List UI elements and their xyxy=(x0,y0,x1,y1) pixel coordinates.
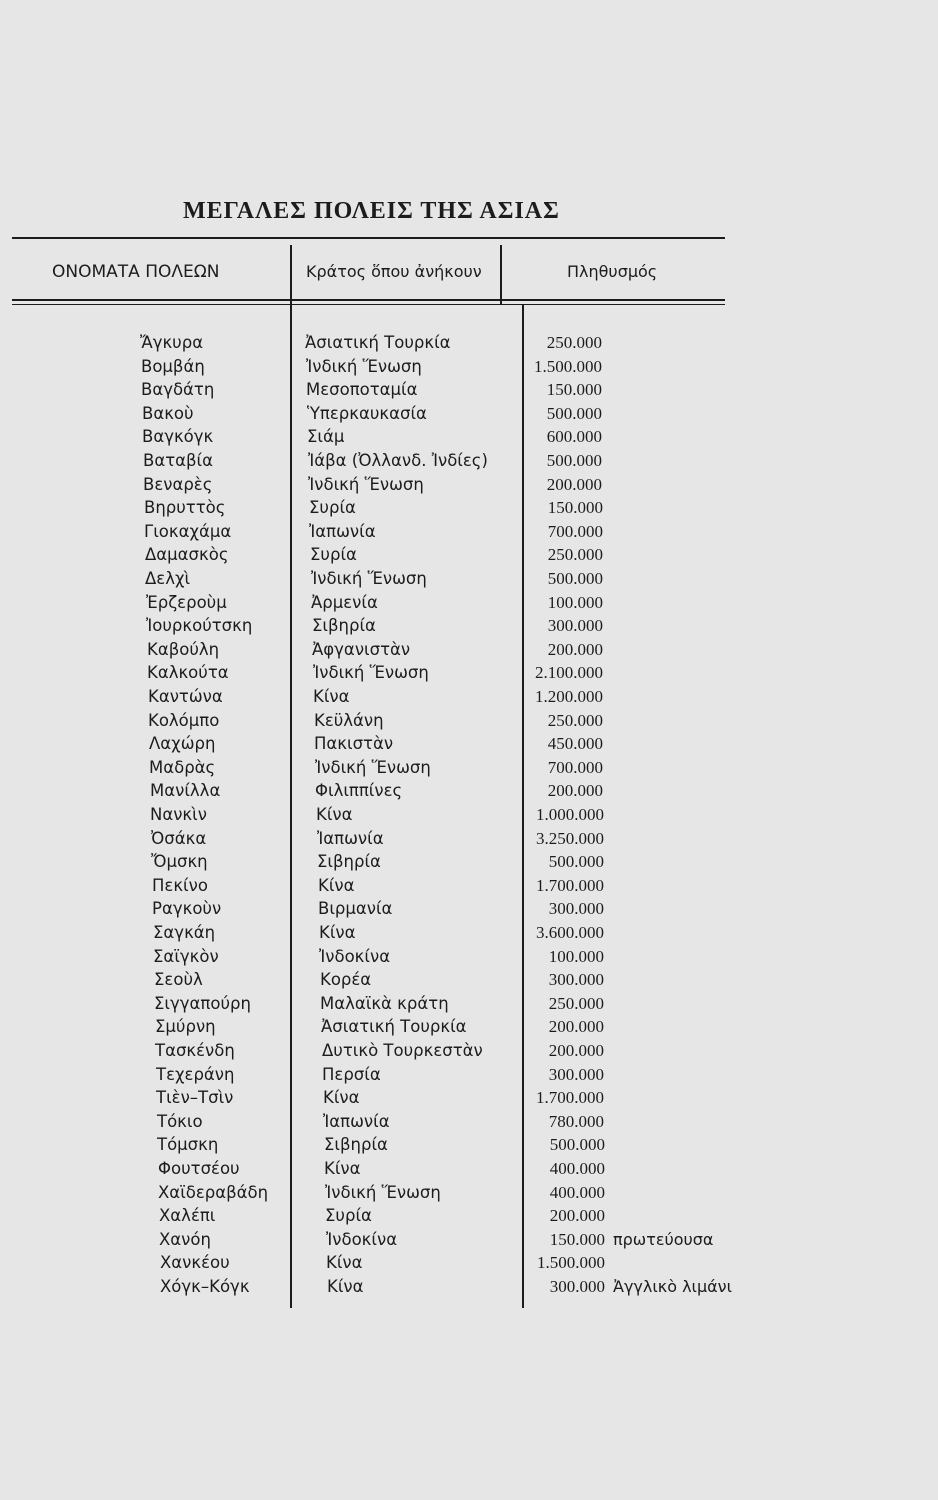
population-value: 200.000 xyxy=(546,475,602,494)
state-name: Ἀσιατική Τουρκία xyxy=(321,1017,467,1036)
city-name: Βαταβία xyxy=(143,451,213,470)
population-value: 450.000 xyxy=(547,734,603,753)
state-name: Ἀσιατική Τουρκία xyxy=(305,333,451,352)
city-name: Βεναρὲς xyxy=(143,475,213,494)
state-name: Σιβηρία xyxy=(324,1135,388,1154)
city-name: Βακοὺ xyxy=(142,404,194,423)
city-name: Τασκένδη xyxy=(155,1041,235,1060)
city-name: Γιοκαχάμα xyxy=(144,522,232,541)
city-name: Χαϊδεραβάδη xyxy=(158,1183,269,1202)
population-value: 700.000 xyxy=(547,522,603,541)
population-value: 250.000 xyxy=(547,711,603,730)
population-value: 500.000 xyxy=(546,404,602,423)
state-name: Μαλαϊκὰ κράτη xyxy=(320,994,449,1013)
city-name: Ὄμσκη xyxy=(151,852,208,871)
state-name: Κεϋλάνη xyxy=(314,711,384,730)
population-value: 250.000 xyxy=(548,994,604,1013)
state-name: Ἰνδική Ἕνωση xyxy=(308,475,424,494)
state-name: Ἰνδική Ἕνωση xyxy=(311,569,427,588)
city-name: Σιγγαπούρη xyxy=(154,994,251,1013)
population-value: 3.600.000 xyxy=(536,923,604,942)
population-value: 780.000 xyxy=(548,1112,604,1131)
population-value: 700.000 xyxy=(547,758,603,777)
state-name: Κίνα xyxy=(318,876,355,895)
population-value: 100.000 xyxy=(548,947,604,966)
population-value: 200.000 xyxy=(548,1017,604,1036)
city-name: Μανίλλα xyxy=(150,781,221,800)
population-value: 150.000 xyxy=(546,380,602,399)
city-name: Σμύρνη xyxy=(155,1017,216,1036)
header-rule-2 xyxy=(12,304,725,305)
state-name: Ἰαπωνία xyxy=(323,1112,390,1131)
population-value: 250.000 xyxy=(546,333,602,352)
city-name: Βαγκόγκ xyxy=(142,427,214,446)
population-value: 200.000 xyxy=(548,1041,604,1060)
population-value: 200.000 xyxy=(547,781,603,800)
population-value: 1.700.000 xyxy=(536,876,604,895)
state-name: Φιλιππίνες xyxy=(315,781,403,800)
state-name: Κίνα xyxy=(327,1277,364,1296)
page-title: ΜΕΓΑΛΕΣ ΠΟΛΕΙΣ ΤΗΣ ΑΣΙΑΣ xyxy=(183,198,560,224)
city-name: Πεκίνο xyxy=(152,876,208,895)
population-value: 1.500.000 xyxy=(534,357,602,376)
state-name: Συρία xyxy=(325,1206,372,1225)
city-name: Δελχὶ xyxy=(145,569,191,588)
population-value: 500.000 xyxy=(549,1135,605,1154)
city-name: Ἄγκυρα xyxy=(140,333,204,352)
city-name: Καλκούτα xyxy=(147,663,229,682)
city-name: Σεοὺλ xyxy=(154,970,203,989)
population-value: 250.000 xyxy=(547,545,603,564)
state-name: Σιβηρία xyxy=(312,616,376,635)
population-value: 300.000 xyxy=(549,1277,605,1296)
state-name: Ἰνδική Ἕνωση xyxy=(306,357,422,376)
city-name: Καβούλη xyxy=(147,640,220,659)
population-value: 300.000 xyxy=(548,970,604,989)
population-value: 1.700.000 xyxy=(536,1088,604,1107)
population-value: 2.100.000 xyxy=(535,663,603,682)
population-value: 400.000 xyxy=(549,1159,605,1178)
city-name: Βαγδάτη xyxy=(141,380,215,399)
population-value: 1.500.000 xyxy=(537,1253,605,1272)
column-divider-2 xyxy=(500,245,502,305)
city-name: Ἐρζεροὺμ xyxy=(146,593,227,612)
city-name: Ἰουρκούτσκη xyxy=(146,616,253,635)
city-name: Τεχεράνη xyxy=(156,1065,235,1084)
header-state: Κράτος ὅπου ἀνήκουν xyxy=(306,262,482,281)
city-name: Τόκιο xyxy=(157,1112,203,1131)
city-name: Χαλέπι xyxy=(159,1206,216,1225)
state-name: Συρία xyxy=(309,498,356,517)
state-name: Ἰνδική Ἕνωση xyxy=(313,663,429,682)
column-divider-1 xyxy=(290,245,292,1308)
population-value: 200.000 xyxy=(549,1206,605,1225)
state-name: Ἀφγανιστὰν xyxy=(312,640,411,659)
city-name: Λαχώρη xyxy=(149,734,216,753)
population-value: 100.000 xyxy=(547,593,603,612)
city-name: Σαγκάη xyxy=(153,923,216,942)
header-rule-1 xyxy=(12,299,725,301)
city-name: Χανόη xyxy=(159,1230,211,1249)
city-name: Φουτσέου xyxy=(158,1159,240,1178)
state-name: Ἰάβα (Ὀλλανδ. Ἰνδίες) xyxy=(308,451,488,470)
city-name: Δαμασκὸς xyxy=(145,545,229,564)
state-name: Ἰνδική Ἕνωση xyxy=(325,1183,441,1202)
state-name: Ἰνδική Ἕνωση xyxy=(315,758,431,777)
header-city: ΟΝΟΜΑΤΑ ΠΟΛΕΩΝ xyxy=(52,262,220,282)
city-name: Σαϊγκὸν xyxy=(153,947,219,966)
state-name: Κίνα xyxy=(319,923,356,942)
population-value: 600.000 xyxy=(546,427,602,446)
state-name: Σιβηρία xyxy=(317,852,381,871)
state-name: Ὑπερκαυκασία xyxy=(307,404,427,423)
top-rule xyxy=(12,237,725,239)
population-value: 300.000 xyxy=(548,899,604,918)
city-name: Νανκὶν xyxy=(150,805,207,824)
population-note: Ἀγγλικὸ λιμάνι xyxy=(613,1277,733,1296)
city-name: Μαδρὰς xyxy=(149,758,216,777)
population-note: πρωτεύουσα xyxy=(613,1230,714,1249)
city-name: Χόγκ–Κόγκ xyxy=(160,1277,250,1296)
state-name: Ἰνδοκίνα xyxy=(326,1230,398,1249)
population-value: 500.000 xyxy=(546,451,602,470)
state-name: Μεσοποταμία xyxy=(306,380,418,399)
header-population: Πληθυσμός xyxy=(567,262,658,281)
state-name: Κίνα xyxy=(326,1253,363,1272)
city-name: Κολόμπο xyxy=(148,711,220,730)
population-value: 1.200.000 xyxy=(535,687,603,706)
state-name: Κίνα xyxy=(323,1088,360,1107)
population-value: 3.250.000 xyxy=(536,829,604,848)
population-value: 300.000 xyxy=(548,1065,604,1084)
population-value: 200.000 xyxy=(547,640,603,659)
state-name: Σιάμ xyxy=(307,427,345,446)
population-value: 150.000 xyxy=(549,1230,605,1249)
state-name: Δυτικὸ Τουρκεστὰν xyxy=(322,1041,483,1060)
city-name: Χανκέου xyxy=(160,1253,230,1272)
city-name: Βηρυττὸς xyxy=(144,498,226,517)
city-name: Βομβάη xyxy=(141,357,205,376)
population-value: 1.000.000 xyxy=(536,805,604,824)
state-name: Κίνα xyxy=(324,1159,361,1178)
population-value: 500.000 xyxy=(547,569,603,588)
state-name: Κορέα xyxy=(320,970,372,989)
state-name: Κίνα xyxy=(316,805,353,824)
state-name: Ἰνδοκίνα xyxy=(319,947,391,966)
population-value: 300.000 xyxy=(547,616,603,635)
city-name: Ὀσάκα xyxy=(151,829,207,848)
column-divider-3 xyxy=(522,305,524,1308)
state-name: Πακιστὰν xyxy=(314,734,394,753)
population-value: 150.000 xyxy=(547,498,603,517)
population-value: 400.000 xyxy=(549,1183,605,1202)
state-name: Βιρμανία xyxy=(318,899,393,918)
population-value: 500.000 xyxy=(548,852,604,871)
state-name: Ἀρμενία xyxy=(311,593,378,612)
city-name: Τιὲν–Τσὶν xyxy=(156,1088,234,1107)
state-name: Ἰαπωνία xyxy=(309,522,376,541)
city-name: Ραγκοὺν xyxy=(152,899,222,918)
city-name: Τόμσκη xyxy=(157,1135,219,1154)
state-name: Συρία xyxy=(310,545,357,564)
state-name: Ἰαπωνία xyxy=(317,829,384,848)
state-name: Περσία xyxy=(322,1065,381,1084)
state-name: Κίνα xyxy=(313,687,350,706)
city-name: Καντώνα xyxy=(148,687,223,706)
